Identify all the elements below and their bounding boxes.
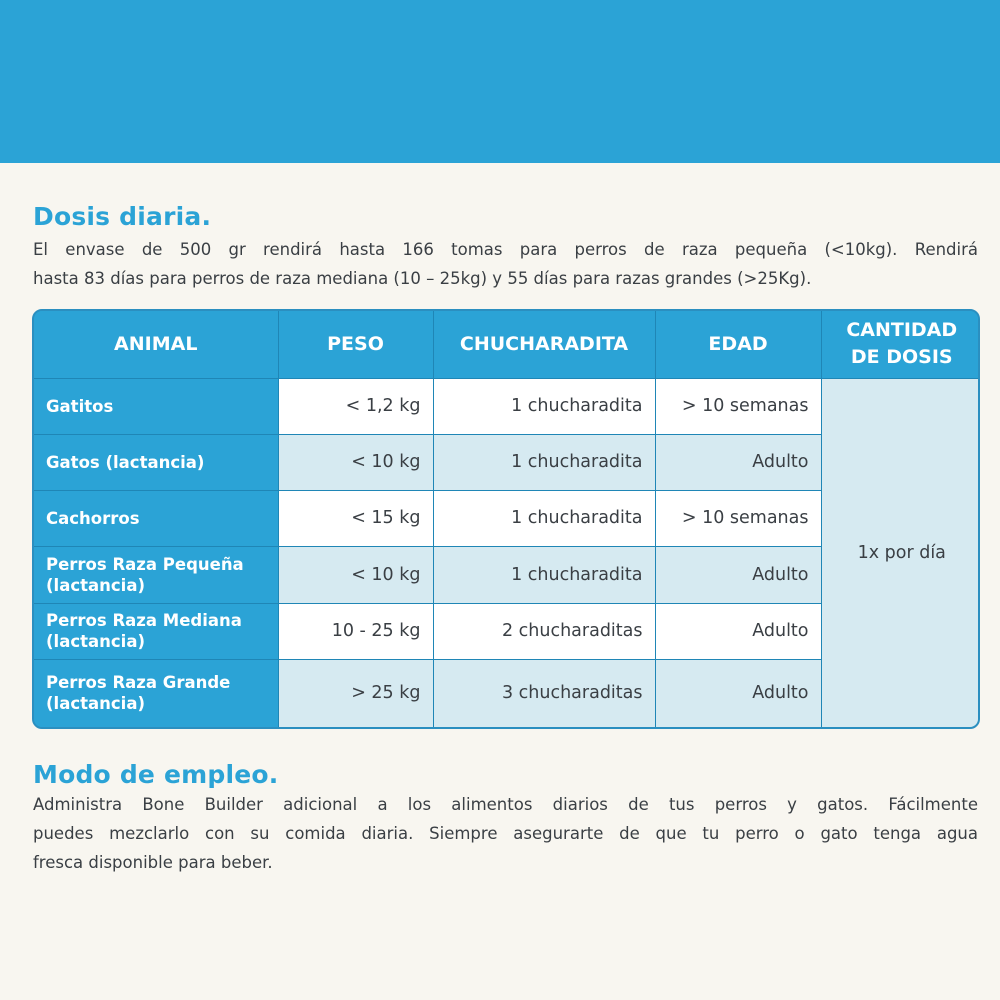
dosage-table: [32, 309, 980, 729]
modo-description-line: puedes mezclarlo con su comida diaria. Siempre asegurarte de que tu perro o gato tenga agua: [33, 824, 978, 843]
edad-cell: > 10 semanas: [655, 378, 821, 434]
animal-name: Perros Raza Mediana: [46, 611, 242, 630]
animal-name-note: (lactancia): [46, 575, 145, 595]
header-cantidad-line: CANTIDAD: [846, 319, 958, 342]
animal-cell: [34, 490, 278, 546]
chucharadita-cell: 1 chucharadita: [433, 546, 655, 603]
animal-name: Perros Raza Grande: [46, 673, 231, 693]
edad-cell: Adulto: [655, 659, 821, 727]
peso-cell: < 10 kg: [278, 434, 433, 490]
animal-cell: [34, 659, 278, 727]
header-cantidad-line: DE DOSIS: [850, 346, 953, 369]
table-header-row: [34, 311, 980, 378]
animal-name: Cachorros: [46, 508, 140, 528]
animal-name: Gatos (lactancia): [46, 452, 205, 472]
header-peso: PESO: [278, 311, 433, 378]
edad-cell: Adulto: [655, 546, 821, 603]
header-animal: ANIMAL: [34, 311, 278, 378]
dosis-description: [33, 235, 978, 293]
header-edad: EDAD: [655, 311, 821, 378]
animal-cell: [34, 603, 278, 659]
peso-cell: < 10 kg: [278, 546, 433, 603]
animal-name: Perros Raza Pequeña: [46, 554, 244, 574]
header-cantidad-de-dosis: [821, 311, 980, 378]
modo-description-line: fresca disponible para beber.: [33, 853, 273, 872]
animal-cell: [34, 434, 278, 490]
chucharadita-cell: 1 chucharadita: [433, 378, 655, 434]
animal-cell: [34, 378, 278, 434]
dosis-description-line: hasta 83 días para perros de raza mediana (10 – 25kg) y 55 días para razas grandes (>25Kg).: [33, 269, 812, 288]
animal-name-note: (lactancia): [46, 694, 145, 714]
edad-cell: Adulto: [655, 603, 821, 659]
peso-cell: < 15 kg: [278, 490, 433, 546]
header-chucharadita: CHUCHARADITA: [433, 311, 655, 378]
chucharadita-cell: 3 chucharaditas: [433, 659, 655, 727]
animal-name: Gatitos: [46, 396, 114, 416]
chucharadita-cell: 1 chucharadita: [433, 490, 655, 546]
modo-description-line: Administra Bone Builder adicional a los alimentos diarios de tus perros y gatos. Fácilmente: [33, 795, 978, 814]
chucharadita-cell: 2 chucharaditas: [433, 603, 655, 659]
modo-description: [33, 790, 978, 877]
animal-cell: [34, 546, 278, 603]
peso-cell: 10 - 25 kg: [278, 603, 433, 659]
peso-cell: < 1,2 kg: [278, 378, 433, 434]
modo-title: Modo de empleo.: [33, 760, 279, 789]
header-banner: [0, 0, 1000, 163]
edad-cell: Adulto: [655, 434, 821, 490]
dosis-description-line: El envase de 500 gr rendirá hasta 166 tomas para perros de raza pequeña (<10kg). Rendirá: [33, 240, 978, 259]
chucharadita-cell: 1 chucharadita: [433, 434, 655, 490]
peso-cell: > 25 kg: [278, 659, 433, 727]
edad-cell: > 10 semanas: [655, 490, 821, 546]
cantidad-dosis-cell: 1x por día: [821, 378, 980, 727]
animal-name-note: (lactancia): [46, 632, 145, 651]
dosis-title: Dosis diaria.: [33, 202, 212, 231]
table-row: [34, 378, 980, 434]
